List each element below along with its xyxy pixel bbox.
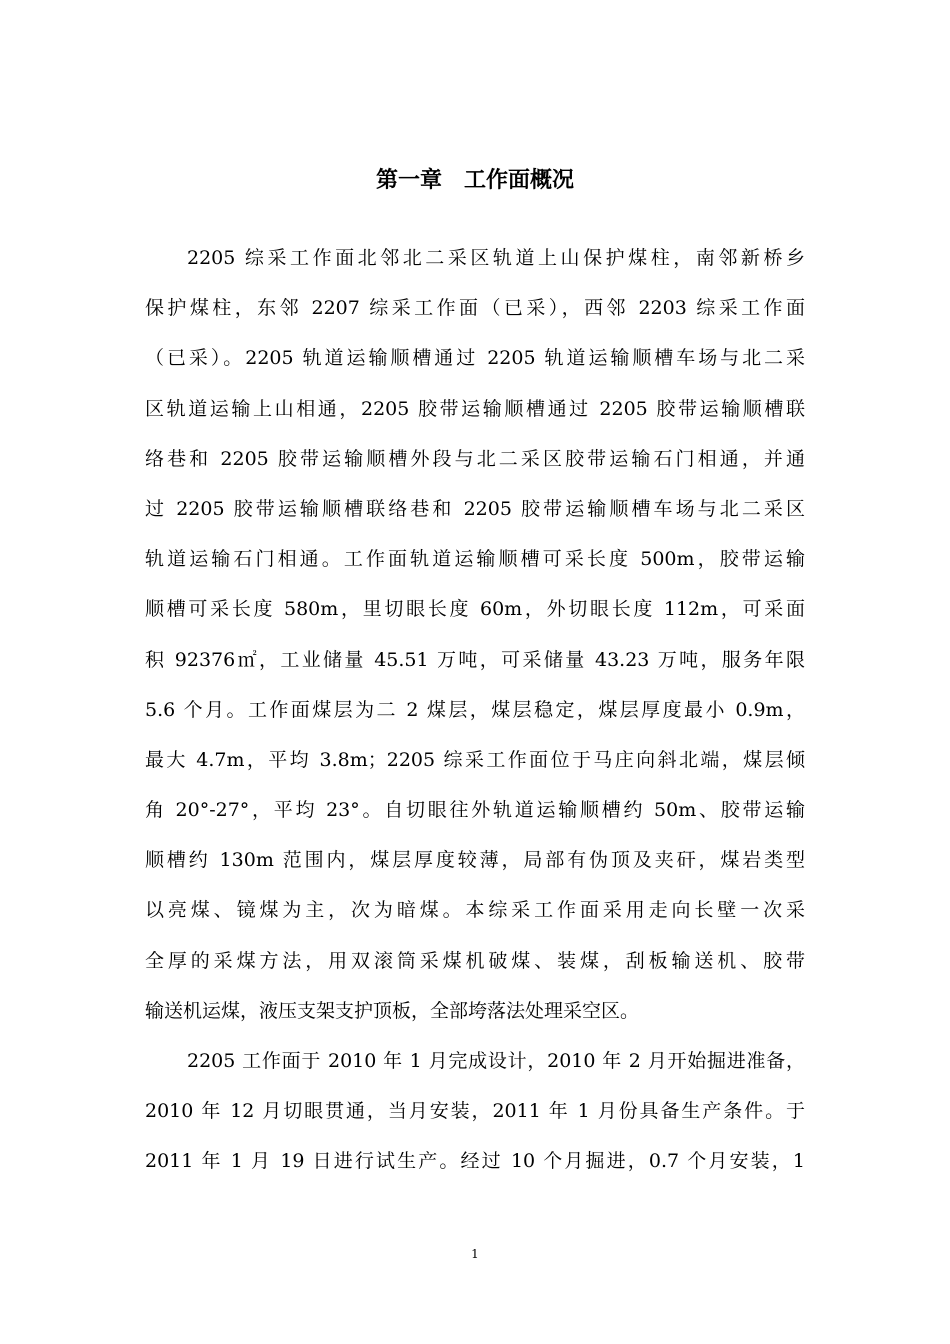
text-line: 5.6 个月。工作面煤层为二 2 煤层，煤层稳定，煤层厚度最小 0.9m， [145, 698, 805, 721]
chapter-title: 第一章 工作面概况 [375, 167, 574, 193]
text-line: 络巷和 2205 胶带运输顺槽外段与北二采区胶带运输石门相通，并通 [145, 447, 805, 470]
text-line: 角 20°-27°，平均 23°。自切眼往外轨道运输顺槽约 50m、胶带运输 [145, 799, 805, 822]
body-text [145, 233, 805, 1187]
text-line: 输送机运煤，液压支架支护顶板，全部垮落法处理采空区。 [145, 999, 640, 1022]
text-line: 轨道运输石门相通。工作面轨道运输顺槽可采长度 500m，胶带运输 [145, 548, 805, 571]
text-line: 积 92376㎡，工业储量 45.51 万吨，可采储量 43.23 万吨，服务年限 [145, 648, 805, 671]
text-line: （已采）。2205 轨道运输顺槽通过 2205 轨道运输顺槽车场与北二采 [145, 347, 805, 370]
text-line: 保护煤柱，东邻 2207 综采工作面（已采），西邻 2203 综采工作面 [145, 297, 805, 320]
text-line: 过 2205 胶带运输顺槽联络巷和 2205 胶带运输顺槽车场与北二采区 [145, 497, 805, 520]
text-line: 2205 综采工作面北邻北二采区轨道上山保护煤柱，南邻新桥乡 [187, 247, 805, 269]
page-number: 1 [471, 1247, 479, 1261]
text-line: 区轨道运输上山相通，2205 胶带运输顺槽通过 2205 胶带运输顺槽联 [145, 397, 805, 420]
text-line: 全厚的采煤方法，用双滚筒采煤机破煤、装煤，刮板输送机、胶带 [145, 949, 805, 972]
text-line: 2011 年 1 月 19 日进行试生产。经过 10 个月掘进，0.7 个月安装，1 [145, 1150, 805, 1173]
paragraph-1 [145, 233, 805, 1036]
text-line: 顺槽可采长度 580m，里切眼长度 60m，外切眼长度 112m，可采面 [145, 598, 805, 621]
text-line: 2205 工作面于 2010 年 1 月完成设计，2010 年 2 月开始掘进准备， [187, 1050, 805, 1072]
text-line: 顺槽约 130m 范围内，煤层厚度较薄，局部有伪顶及夹矸，煤岩类型 [145, 849, 805, 872]
text-line: 2010 年 12 月切眼贯通，当月安装，2011 年 1 月份具备生产条件。于 [145, 1100, 805, 1123]
text-line: 最大 4.7m，平均 3.8m；2205 综采工作面位于马庄向斜北端，煤层倾 [145, 748, 805, 771]
text-line: 以亮煤、镜煤为主，次为暗煤。本综采工作面采用走向长壁一次采 [145, 899, 805, 922]
paragraph-2 [145, 1036, 805, 1187]
